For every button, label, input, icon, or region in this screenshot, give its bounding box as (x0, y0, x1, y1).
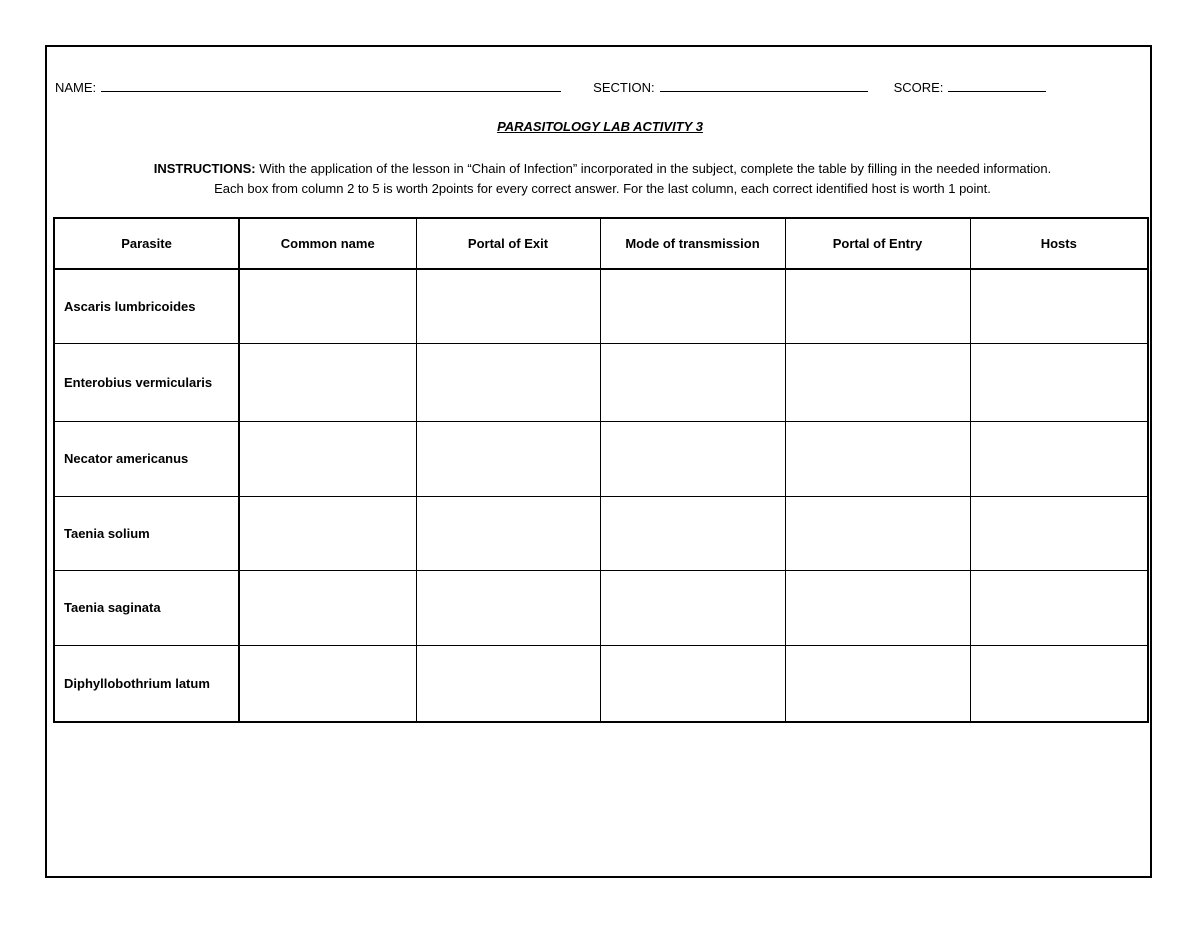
hosts-cell[interactable] (970, 421, 1148, 496)
hosts-cell[interactable] (970, 645, 1148, 722)
parasite-cell: Enterobius vermicularis (54, 343, 239, 421)
page-title: PARASITOLOGY LAB ACTIVITY 3 (497, 119, 703, 134)
hosts-cell[interactable] (970, 343, 1148, 421)
table-row (54, 496, 1148, 570)
activity-table (53, 217, 1149, 723)
column-header-parasite: Parasite (54, 218, 239, 269)
common-name-cell[interactable] (239, 269, 416, 343)
portal-of-exit-cell[interactable] (416, 421, 600, 496)
mode-of-transmission-cell[interactable] (600, 570, 785, 645)
mode-of-transmission-cell[interactable] (600, 343, 785, 421)
table-row (54, 421, 1148, 496)
parasite-cell: Necator americanus (54, 421, 239, 496)
table-header-row (54, 218, 1148, 269)
common-name-cell[interactable] (239, 421, 416, 496)
portal-of-entry-cell[interactable] (785, 570, 970, 645)
portal-of-exit-cell[interactable] (416, 343, 600, 421)
mode-of-transmission-cell[interactable] (600, 645, 785, 722)
column-header-common-name: Common name (239, 218, 416, 269)
portal-of-entry-cell[interactable] (785, 496, 970, 570)
score-label: SCORE: (893, 80, 944, 95)
instructions-text-2: Each box from column 2 to 5 is worth 2points for every correct answer. For the last column, each correct identified host is worth 1 point. (214, 181, 991, 196)
table-row (54, 645, 1148, 722)
portal-of-exit-cell[interactable] (416, 269, 600, 343)
common-name-cell[interactable] (239, 496, 416, 570)
name-label: NAME: (55, 80, 97, 95)
table-row (54, 343, 1148, 421)
table-row (54, 269, 1148, 343)
instructions (60, 159, 1145, 199)
mode-of-transmission-cell[interactable] (600, 421, 785, 496)
instructions-line-1 (60, 159, 1145, 179)
name-field[interactable] (101, 78, 561, 92)
common-name-cell[interactable] (239, 343, 416, 421)
section-label: SECTION: (593, 80, 655, 95)
instructions-lead: INSTRUCTIONS: (153, 161, 256, 176)
parasite-cell: Taenia saginata (54, 570, 239, 645)
common-name-cell[interactable] (239, 645, 416, 722)
column-header-portal-of-entry: Portal of Entry (785, 218, 970, 269)
parasite-cell: Ascaris lumbricoides (54, 269, 239, 343)
portal-of-exit-cell[interactable] (416, 645, 600, 722)
portal-of-exit-cell[interactable] (416, 496, 600, 570)
table-row (54, 570, 1148, 645)
portal-of-entry-cell[interactable] (785, 269, 970, 343)
score-field[interactable] (948, 78, 1046, 92)
common-name-cell[interactable] (239, 570, 416, 645)
student-info-line (55, 78, 1046, 95)
portal-of-exit-cell[interactable] (416, 570, 600, 645)
portal-of-entry-cell[interactable] (785, 421, 970, 496)
section-field[interactable] (660, 78, 868, 92)
hosts-cell[interactable] (970, 496, 1148, 570)
portal-of-entry-cell[interactable] (785, 343, 970, 421)
mode-of-transmission-cell[interactable] (600, 496, 785, 570)
column-header-portal-of-exit: Portal of Exit (416, 218, 600, 269)
instructions-text-1: With the application of the lesson in “Chain of Infection” incorporated in the subject, complete the table by filling in the needed information. (255, 161, 1052, 176)
hosts-cell[interactable] (970, 269, 1148, 343)
parasite-cell: Taenia solium (54, 496, 239, 570)
mode-of-transmission-cell[interactable] (600, 269, 785, 343)
parasite-cell: Diphyllobothrium latum (54, 645, 239, 722)
hosts-cell[interactable] (970, 570, 1148, 645)
column-header-mode-of-transmission: Mode of transmission (600, 218, 785, 269)
portal-of-entry-cell[interactable] (785, 645, 970, 722)
column-header-hosts: Hosts (970, 218, 1148, 269)
